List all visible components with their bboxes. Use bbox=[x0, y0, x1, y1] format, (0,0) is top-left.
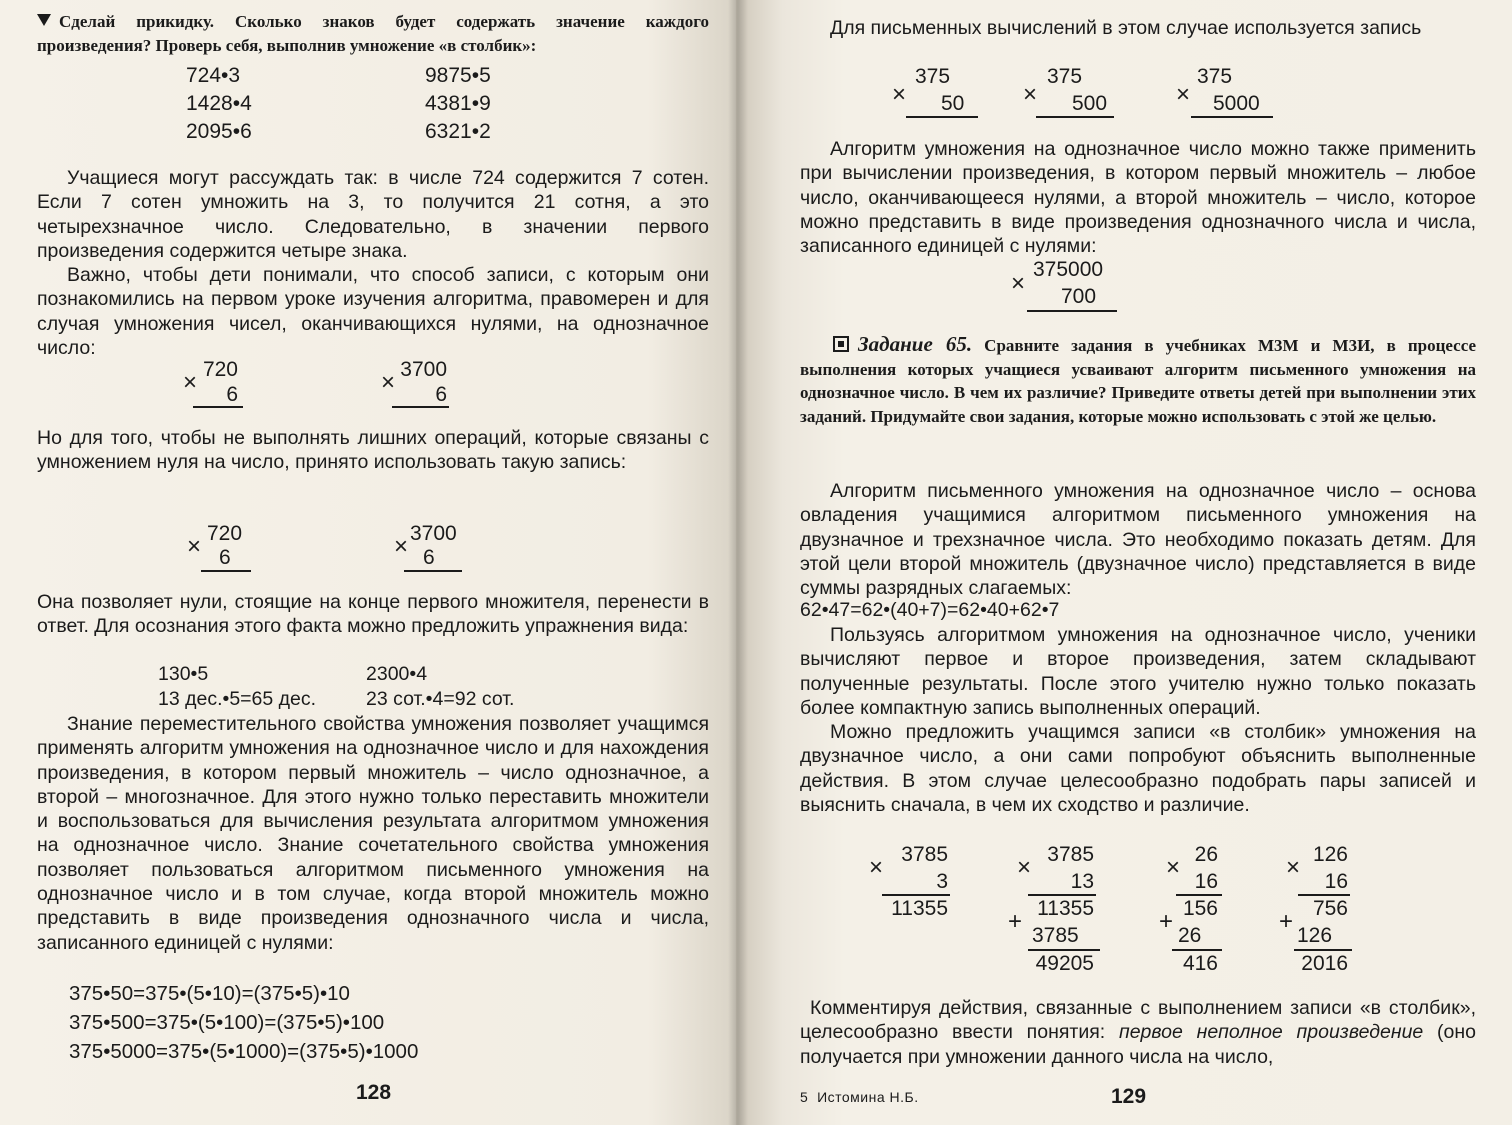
exercise: 1428•4 bbox=[186, 92, 252, 115]
multiplier: 6 bbox=[219, 546, 231, 569]
term: первое неполное произведение bbox=[1118, 1021, 1424, 1044]
times-sign: × bbox=[1176, 81, 1191, 108]
equation: 375•50=375•(5•10)=(375•5)•10 bbox=[69, 982, 350, 1005]
footer-author: 5 Истомина Н.Б. bbox=[800, 1089, 919, 1105]
result-line bbox=[1036, 116, 1114, 118]
exercise: 2095•6 bbox=[186, 120, 252, 143]
multiplier: 700 bbox=[1061, 285, 1097, 308]
multiplicand: 720 bbox=[207, 522, 243, 545]
equation: 375•5000=375•(5•1000)=(375•5)•1000 bbox=[69, 1040, 419, 1063]
intro-text: Сделай прикидку. Сколько знаков будет содержать значение каждого произведения? Проверь себя, выполнив умножение «в столбик»: bbox=[37, 12, 709, 55]
exercise: 23 сот.•4=92 сот. bbox=[366, 688, 515, 710]
times-sign: × bbox=[1017, 854, 1032, 881]
times-sign: × bbox=[892, 81, 907, 108]
task-65 bbox=[800, 333, 1476, 428]
plus-sign: + bbox=[1008, 908, 1023, 935]
result-line bbox=[201, 570, 251, 572]
times-sign: × bbox=[869, 854, 884, 881]
right-page bbox=[736, 0, 1512, 1125]
multiplicand: 3785 bbox=[901, 843, 948, 866]
paragraph: Она позволяет нули, стоящие на конце первого множителя, перенести в ответ. Для осознания этого факта можно предложить упражнения вида: bbox=[37, 591, 709, 638]
result-line bbox=[392, 406, 449, 408]
partial-product: 26 bbox=[1178, 924, 1202, 947]
result-line bbox=[1172, 949, 1222, 951]
multiplier: 5000 bbox=[1213, 92, 1260, 115]
times-sign: × bbox=[394, 533, 409, 560]
paragraph: Можно предложить учащимся записи «в столбик» умножения на двузначное число, а они сами попробуют объяснить выполненные действия. В этом случае целесообразно подобрать пары записей и выяснить сначала, в чем их сходство и различие. bbox=[800, 721, 1476, 816]
page-number: 128 bbox=[356, 1081, 392, 1104]
left-page bbox=[0, 0, 736, 1125]
multiplicand: 3700 bbox=[410, 522, 457, 545]
times-sign: × bbox=[1023, 81, 1038, 108]
equation: 375•500=375•(5•100)=(375•5)•100 bbox=[69, 1011, 385, 1034]
times-sign: × bbox=[381, 369, 396, 396]
result-line bbox=[1027, 310, 1117, 312]
partial-product: 126 bbox=[1297, 924, 1333, 947]
paragraph: Важно, чтобы дети понимали, что способ записи, с которым они познакомились на первом уроке изучения алгоритма, правомерен и для случая умножения чисел, оканчивающихся нулями, на однозначное число: bbox=[37, 264, 709, 359]
times-sign: × bbox=[183, 369, 198, 396]
multiplier: 6 bbox=[435, 383, 447, 406]
triangle-marker-icon bbox=[37, 14, 51, 26]
partial-product: 3785 bbox=[1032, 924, 1079, 947]
times-sign: × bbox=[1166, 854, 1181, 881]
task-text: Сравните задания в учебниках М3М и М3И, в процессе выполнения которых учащиеся усваивают алгоритм письменного умножения на однозначное число. В чем их различие? Приведите ответы детей при выполнении этих заданий. Придумайте свои задания, которые можно использовать с этой же целью. bbox=[800, 336, 1477, 426]
paragraph: Но для того, чтобы не выполнять лишних операций, которые связаны с умножением нуля на число, принято использовать такую запись: bbox=[37, 427, 709, 474]
multiplicand: 3785 bbox=[1047, 843, 1094, 866]
partial-product: 156 bbox=[1182, 897, 1218, 920]
intro-paragraph bbox=[37, 10, 709, 57]
paragraph: Учащиеся могут рассуждать так: в числе 724 содержится 7 сотен. Если 7 сотен умножить на 3, то получится 21 сотня, а это четырехзначное число. Следовательно, в значении первого произведения содержится четыре знака. bbox=[37, 167, 709, 262]
multiplier: 500 bbox=[1072, 92, 1108, 115]
exercise: 2300•4 bbox=[366, 663, 428, 685]
product: 416 bbox=[1182, 952, 1218, 975]
multiplier: 16 bbox=[1194, 870, 1218, 893]
result-line bbox=[193, 406, 243, 408]
exercise: 4381•9 bbox=[425, 92, 491, 115]
exercise: 724•3 bbox=[186, 64, 241, 87]
times-sign: × bbox=[1011, 270, 1026, 297]
product: 2016 bbox=[1301, 952, 1348, 975]
result-line bbox=[404, 570, 462, 572]
result-line bbox=[1176, 894, 1222, 896]
exercise: 130•5 bbox=[158, 663, 209, 685]
task-label: Задание 65. bbox=[858, 332, 973, 356]
task-marker-icon bbox=[833, 336, 849, 352]
multiplier: 50 bbox=[941, 92, 965, 115]
multiplicand: 720 bbox=[202, 358, 238, 381]
multiplier: 6 bbox=[226, 383, 238, 406]
multiplicand: 375 bbox=[1197, 65, 1233, 88]
multiplicand: 375000 bbox=[1033, 258, 1104, 281]
multiplicand: 375 bbox=[915, 65, 951, 88]
paragraph: Знание переместительного свойства умножения позволяет учащимся применять алгоритм умножения на однозначное число и для нахождения произведения, в котором первый множитель – число однозначное, а второй – многозначное. Для этого нужно только переставить множители и воспользоваться для вычисления результата алгоритмом умножения на однозначное число. Знание сочетательного свойства умножения позволяет пользоваться алгоритмом письменного умножения на однозначное число и в том случае, когда второй множитель можно представить в виде произведения однозначного числа и числа, записанного единицей с нулями: bbox=[37, 713, 709, 954]
multiplier: 3 bbox=[936, 870, 948, 893]
multiplicand: 3700 bbox=[400, 358, 447, 381]
times-sign: × bbox=[187, 533, 202, 560]
result-line bbox=[906, 116, 978, 118]
result-line bbox=[1028, 894, 1096, 896]
times-sign: × bbox=[1286, 854, 1301, 881]
result-line bbox=[1298, 894, 1350, 896]
exercise: 13 дес.•5=65 дес. bbox=[158, 688, 317, 710]
partial-product: 11355 bbox=[1037, 897, 1094, 920]
multiplier: 13 bbox=[1070, 870, 1094, 893]
exercise: 9875•5 bbox=[425, 64, 491, 87]
result-line bbox=[1028, 949, 1100, 951]
plus-sign: + bbox=[1159, 908, 1174, 935]
paragraph: Алгоритм умножения на однозначное число можно также применить при вычислении произведения, в котором первый множитель – любое число, оканчивающееся нулями, а второй множитель – число, которое можно представить в виде произведения однозначного числа и числа, записанного единицей с нулями: bbox=[800, 138, 1476, 258]
product: 49205 bbox=[1035, 952, 1094, 975]
text: Комментируя действия, связанные с выполнением записи «в столбик», целесообразно ввести понятия: bbox=[800, 997, 1476, 1044]
paragraph: Пользуясь алгоритмом умножения на однозначное число, ученики вычисляют первое и второе произведения, затем складывают полученные результаты. После этого учителю нужно только показать более компактную запись выполненных операций. bbox=[800, 624, 1476, 719]
product: 11355 bbox=[891, 897, 948, 920]
multiplier: 16 bbox=[1324, 870, 1348, 893]
text: (оно получается при умножении данного числа на число, bbox=[800, 1021, 1477, 1068]
plus-sign: + bbox=[1279, 908, 1294, 935]
multiplicand: 375 bbox=[1047, 65, 1083, 88]
multiplicand: 26 bbox=[1194, 843, 1218, 866]
multiplier: 6 bbox=[423, 546, 435, 569]
equation: 62•47=62•(40+7)=62•40+62•7 bbox=[800, 599, 1060, 621]
partial-product: 756 bbox=[1312, 897, 1348, 920]
result-line bbox=[1294, 949, 1352, 951]
result-line bbox=[882, 894, 950, 896]
multiplicand: 126 bbox=[1312, 843, 1348, 866]
exercise: 6321•2 bbox=[425, 120, 491, 143]
paragraph bbox=[800, 996, 1476, 1069]
paragraph: Алгоритм письменного умножения на однозначное число – основа овладения учащимися алгоритмом письменного умножения на двузначное и трехзначное числа. Это необходимо показать детям. Для этой цели второй множитель (двузначное число) представляется в виде суммы разрядных слагаемых: bbox=[800, 480, 1476, 600]
result-line bbox=[1191, 116, 1273, 118]
paragraph: Для письменных вычислений в этом случае используется запись bbox=[830, 17, 1422, 39]
book-gutter bbox=[728, 0, 748, 1125]
page-number: 129 bbox=[1111, 1085, 1147, 1108]
